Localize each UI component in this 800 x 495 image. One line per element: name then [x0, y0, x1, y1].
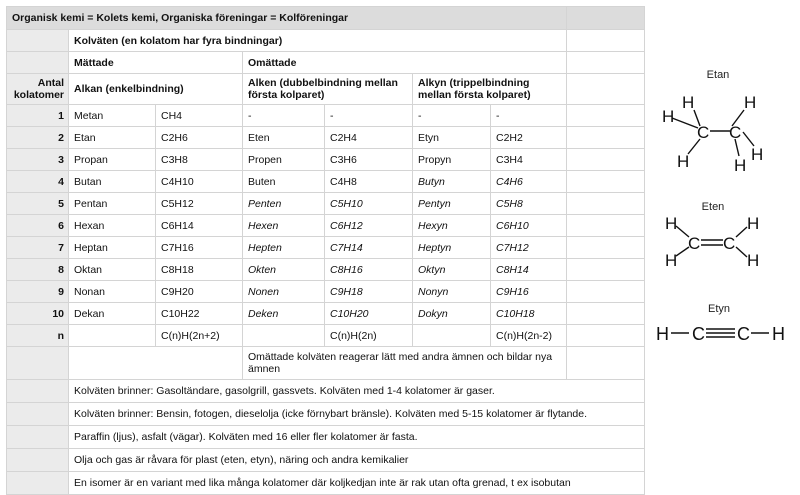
hydrogen-atom: H: [772, 324, 785, 344]
hydrogen-atom: H: [747, 214, 760, 233]
note-cell[interactable]: Paraffin (ljus), asfalt (vägar). Kolväten med 16 eller fler kolatomer är fasta.: [69, 426, 645, 449]
empty-cell[interactable]: [567, 7, 645, 30]
etyn-structure-diagram: [654, 300, 789, 350]
alken-general-formula[interactable]: C(n)H(2n): [325, 325, 413, 347]
alkyn-formula[interactable]: C7H12: [491, 237, 567, 259]
empty-cell[interactable]: [567, 215, 645, 237]
note-cell[interactable]: Olja och gas är råvara för plast (eten, etyn), näring och andra kemikalier: [69, 449, 645, 472]
carbon-atom: C: [723, 234, 736, 253]
alkan-general-formula[interactable]: C(n)H(2n+2): [156, 325, 243, 347]
alkyn-name[interactable]: Etyn: [413, 127, 491, 149]
alkyn-formula[interactable]: C6H10: [491, 215, 567, 237]
hydrogen-atom: H: [747, 251, 760, 270]
etyn-label: Etyn: [707, 303, 731, 315]
table-row: [7, 215, 645, 237]
row-index: 7: [7, 237, 69, 259]
alkyn-name[interactable]: Dokyn: [413, 303, 491, 325]
alken-formula[interactable]: C2H4: [325, 127, 413, 149]
alken-formula[interactable]: C6H12: [325, 215, 413, 237]
alken-name[interactable]: Hexen: [243, 215, 325, 237]
row-index: 3: [7, 149, 69, 171]
empty-cell[interactable]: [567, 149, 645, 171]
table-row: [7, 193, 645, 215]
row-index: 2: [7, 127, 69, 149]
formula-row: [7, 325, 645, 347]
alkyn-formula[interactable]: C8H14: [491, 259, 567, 281]
alkan-formula[interactable]: C8H18: [156, 259, 243, 281]
alkyn-name[interactable]: Propyn: [413, 149, 491, 171]
note-cell[interactable]: Kolväten brinner: Bensin, fotogen, dieselolja (icke förnybart bränsle). Kolväten med 5-15 kolatomer är flytande.: [69, 403, 645, 426]
table-row: [7, 149, 645, 171]
sheet-title[interactable]: Organisk kemi = Kolets kemi, Organiska föreningar = Kolföreningar: [7, 7, 567, 30]
alkyn-header[interactable]: Alkyn (trippelbindning mellan första kolparet): [413, 74, 567, 105]
etan-label: Etan: [706, 69, 730, 81]
alken-name[interactable]: Propen: [243, 149, 325, 171]
alkyn-name[interactable]: Oktyn: [413, 259, 491, 281]
alken-formula[interactable]: C10H20: [325, 303, 413, 325]
alken-formula[interactable]: -: [325, 105, 413, 127]
row-index: 5: [7, 193, 69, 215]
alkyn-general-formula[interactable]: C(n)H(2n-2): [491, 325, 567, 347]
carbon-atom: C: [697, 123, 710, 142]
table-row: [7, 171, 645, 193]
hydrogen-atom: H: [665, 251, 678, 270]
alkan-name[interactable]: Propan: [69, 149, 156, 171]
empty-cell[interactable]: [567, 105, 645, 127]
empty-cell[interactable]: [567, 237, 645, 259]
empty-cell[interactable]: [567, 171, 645, 193]
table-row: [7, 105, 645, 127]
empty-cell[interactable]: [567, 259, 645, 281]
alkan-name[interactable]: Butan: [69, 171, 156, 193]
empty-cell[interactable]: [567, 193, 645, 215]
alkyn-name[interactable]: Heptyn: [413, 237, 491, 259]
table-row: [7, 303, 645, 325]
row-index: 10: [7, 303, 69, 325]
note-cell[interactable]: En isomer är en variant med lika många kolatomer där koljkedjan inte är rak utan ofta grenad, t ex isobutan: [69, 472, 645, 495]
unsaturated-header[interactable]: Omättade: [243, 52, 567, 74]
alkyn-formula[interactable]: C9H16: [491, 281, 567, 303]
alkan-name[interactable]: Dekan: [69, 303, 156, 325]
carbon-atom: C: [688, 234, 701, 253]
carbon-atom: C: [737, 324, 750, 344]
empty-cell[interactable]: [567, 127, 645, 149]
alken-name[interactable]: -: [243, 105, 325, 127]
alkan-name[interactable]: Nonan: [69, 281, 156, 303]
hydrogen-atom: H: [751, 145, 764, 164]
eten-structure-diagram: [663, 200, 773, 275]
carbon-atom: C: [692, 324, 705, 344]
alkyn-formula[interactable]: -: [491, 105, 567, 127]
alkan-formula[interactable]: C3H8: [156, 149, 243, 171]
alken-header[interactable]: Alken (dubbelbindning mellan första kolparet): [243, 74, 413, 105]
hydrogen-atom: H: [665, 214, 678, 233]
row-index: 8: [7, 259, 69, 281]
alken-name[interactable]: Eten: [243, 127, 325, 149]
alkan-name[interactable]: Oktan: [69, 259, 156, 281]
alkan-name[interactable]: Metan: [69, 105, 156, 127]
saturated-header[interactable]: Mättade: [69, 52, 243, 74]
alkan-name[interactable]: Pentan: [69, 193, 156, 215]
alken-name[interactable]: Penten: [243, 193, 325, 215]
alken-formula[interactable]: C5H10: [325, 193, 413, 215]
row-index: 9: [7, 281, 69, 303]
alkan-formula[interactable]: C6H14: [156, 215, 243, 237]
alkan-formula[interactable]: C5H12: [156, 193, 243, 215]
alkyn-name[interactable]: -: [413, 105, 491, 127]
alken-formula[interactable]: C8H16: [325, 259, 413, 281]
alken-formula[interactable]: C3H6: [325, 149, 413, 171]
alkyn-formula[interactable]: C2H2: [491, 127, 567, 149]
hydrogen-atom: H: [662, 107, 675, 126]
alken-name[interactable]: Deken: [243, 303, 325, 325]
alkan-formula[interactable]: CH4: [156, 105, 243, 127]
eten-label: Eten: [701, 201, 725, 213]
alkyn-formula[interactable]: C10H18: [491, 303, 567, 325]
table-row: [7, 127, 645, 149]
hydrogen-atom: H: [682, 93, 695, 112]
alkan-formula[interactable]: C9H20: [156, 281, 243, 303]
note-cell[interactable]: Kolväten brinner: Gasoltändare, gasolgrill, gassvets. Kolväten med 1-4 kolatomer är gaser.: [69, 380, 645, 403]
count-header: Antal kolatomer: [7, 74, 69, 105]
alkan-name[interactable]: Etan: [69, 127, 156, 149]
table-row: [7, 259, 645, 281]
title-row: [7, 7, 645, 30]
alkyn-name[interactable]: Hexyn: [413, 215, 491, 237]
alken-name[interactable]: Buten: [243, 171, 325, 193]
hydrogen-atom: H: [734, 156, 747, 175]
empty-cell[interactable]: [567, 303, 645, 325]
hydrogen-atom: H: [656, 324, 669, 344]
alkyn-formula[interactable]: C4H6: [491, 171, 567, 193]
alken-formula[interactable]: C9H18: [325, 281, 413, 303]
unsaturated-note[interactable]: Omättade kolväten reagerar lätt med andra ämnen och bildar nya ämnen: [243, 347, 567, 380]
row-index: 4: [7, 171, 69, 193]
alkan-formula[interactable]: C10H22: [156, 303, 243, 325]
etan-structure-diagram: [660, 66, 775, 176]
alkan-formula[interactable]: C7H16: [156, 237, 243, 259]
alkyn-formula[interactable]: C5H8: [491, 193, 567, 215]
alkan-name[interactable]: Hexan: [69, 215, 156, 237]
alkan-name[interactable]: Heptan: [69, 237, 156, 259]
subtitle-cell[interactable]: Kolväten (en kolatom har fyra bindningar): [69, 30, 567, 52]
alkan-header[interactable]: Alkan (enkelbindning): [69, 74, 243, 105]
alkyn-name[interactable]: Pentyn: [413, 193, 491, 215]
alken-formula[interactable]: C7H14: [325, 237, 413, 259]
table-row: [7, 281, 645, 303]
alkan-formula[interactable]: C4H10: [156, 171, 243, 193]
alkyn-name[interactable]: Butyn: [413, 171, 491, 193]
empty-cell[interactable]: [567, 281, 645, 303]
carbon-atom: C: [729, 123, 742, 142]
alken-name[interactable]: Hepten: [243, 237, 325, 259]
hydrocarbon-table: [6, 6, 645, 495]
hydrogen-atom: H: [744, 93, 757, 112]
alkyn-formula[interactable]: C3H4: [491, 149, 567, 171]
row-index: 6: [7, 215, 69, 237]
table-row: [7, 237, 645, 259]
row-index: 1: [7, 105, 69, 127]
alken-name[interactable]: Nonen: [243, 281, 325, 303]
alkyn-name[interactable]: Nonyn: [413, 281, 491, 303]
row-index: n: [7, 325, 69, 347]
alken-name[interactable]: Okten: [243, 259, 325, 281]
hydrogen-atom: H: [677, 152, 690, 171]
alkan-formula[interactable]: C2H6: [156, 127, 243, 149]
alken-formula[interactable]: C4H8: [325, 171, 413, 193]
